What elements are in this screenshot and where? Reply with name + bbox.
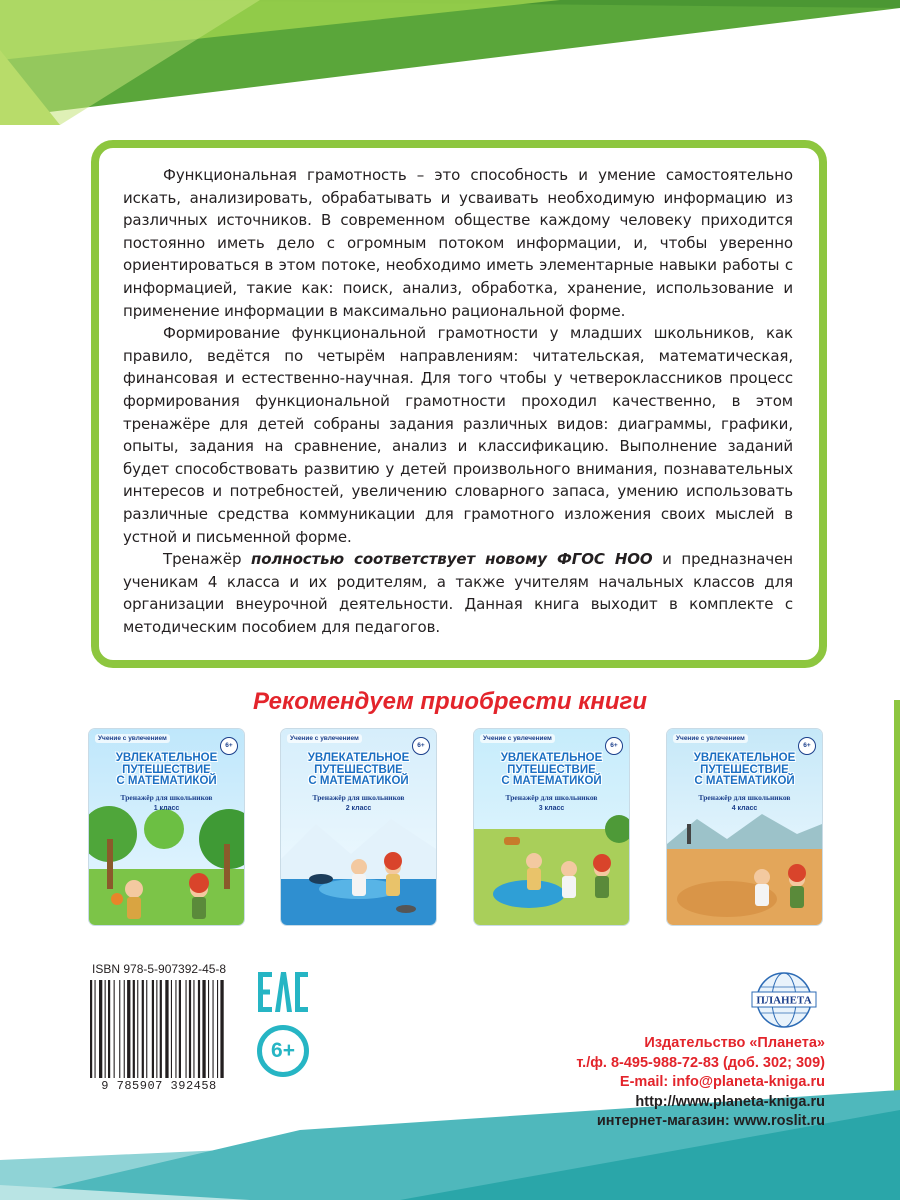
paragraph-3-end: и предназначен ученикам 4 класса и их родителям, а также учителям начальных классов для организации внеурочной деятельности. Данная книга выходит в комплекте с методическим пособием для педагогов. [123, 550, 793, 636]
paragraph-3 [123, 548, 793, 638]
series-label: Учение с увлечением [673, 734, 748, 743]
book-grade: 3 класс [538, 805, 565, 812]
book-title: УВЛЕКАТЕЛЬНОЕ ПУТЕШЕСТВИЕ С МАТЕМАТИКОЙ [500, 752, 603, 787]
book-grade: 2 класс [345, 805, 372, 812]
book-grade: 4 класс [731, 805, 758, 812]
barcode-icon [86, 978, 232, 1080]
age-rating-badge: 6+ [257, 1025, 309, 1077]
top-decoration [0, 0, 900, 125]
publisher-website[interactable]: http://www.planeta-kniga.ru [635, 1093, 825, 1110]
series-label: Учение с увлечением [95, 734, 170, 743]
publisher-phone: т./ф. 8-495-988-72-83 (доб. 302; 309) [576, 1054, 825, 1071]
eac-mark-icon [256, 970, 310, 1014]
age-mark: 6+ [605, 737, 623, 755]
publisher-shop[interactable]: интернет-магазин: www.roslit.ru [596, 1113, 825, 1130]
book-title: УВЛЕКАТЕЛЬНОЕ ПУТЕШЕСТВИЕ С МАТЕМАТИКОЙ [115, 752, 218, 787]
paragraph-3-start: Тренажёр [163, 550, 251, 569]
book-cover-grade-3[interactable] [474, 729, 629, 925]
series-label: Учение с увлечением [480, 734, 555, 743]
barcode-digits: 9 785907 392458 [101, 1079, 217, 1093]
book-subtitle: Тренажёр для школьников [312, 793, 405, 802]
right-edge-stripe [894, 700, 900, 1100]
description-box [91, 140, 827, 668]
publisher-contacts [576, 1034, 825, 1132]
paragraph-1: Функциональная грамотность – это способность и умение самостоятельно искать, анализировать, обрабатывать и усваивать необходимую информацию из различных источников. В современном обществе каждому человеку приходится постоянно иметь дело с огромным потоком информации, и, чтобы уверенно ориентироваться в этом потоке, необходимо иметь элементарные навыки работы с информацией, такие как: поиск, анализ, обработка, хранение, использование и применение информации в максимально рациональной форме. [123, 166, 793, 320]
age-mark: 6+ [798, 737, 816, 755]
series-label: Учение с увлечением [287, 734, 362, 743]
fgos-emphasis: полностью соответствует новому ФГОС НОО [250, 550, 653, 569]
publisher-name: Издательство «Планета» [644, 1035, 825, 1051]
logo-text: ПЛАНЕТА [756, 994, 812, 1007]
planeta-globe-logo-icon [748, 970, 820, 1034]
isbn-label: ISBN 978-5-907392-45-8 [92, 962, 227, 976]
book-cover-grade-2[interactable] [281, 729, 436, 925]
publisher-email[interactable]: E-mail: info@planeta-kniga.ru [619, 1074, 825, 1091]
book-grade: 1 класс [153, 805, 180, 812]
recommend-heading: Рекомендуем приобрести книги [252, 688, 648, 715]
age-mark: 6+ [412, 737, 430, 755]
book-cover-grade-4[interactable] [667, 729, 822, 925]
book-subtitle: Тренажёр для школьников [698, 793, 791, 802]
book-subtitle: Тренажёр для школьников [120, 793, 213, 802]
book-cover-grade-1[interactable] [89, 729, 244, 925]
book-title: УВЛЕКАТЕЛЬНОЕ ПУТЕШЕСТВИЕ С МАТЕМАТИКОЙ [307, 752, 410, 787]
book-subtitle: Тренажёр для школьников [505, 793, 598, 802]
paragraph-2: Формирование функциональной грамотности у младших школьников, как правило, ведётся по четырём направлениям: читательская, математическая, финансовая и естественно-научная. Для того чтобы у четвероклассников процесс формирования функциональной грамотности проходил качественно, в этом тренажёре для детей собраны задания различных видов: диаграммы, графики, опыты, задания на сравнение, анализ и классификацию. Выполнение заданий будет способствовать развитию у детей произвольного внимания, познавательных интересов и потребностей, увеличению словарного запаса, умению использовать различные средства коммуникации для грамотного изложения своих мыслей в устной и письменной форме. [123, 324, 793, 546]
age-mark: 6+ [220, 737, 238, 755]
book-title: УВЛЕКАТЕЛЬНОЕ ПУТЕШЕСТВИЕ С МАТЕМАТИКОЙ [693, 752, 796, 787]
